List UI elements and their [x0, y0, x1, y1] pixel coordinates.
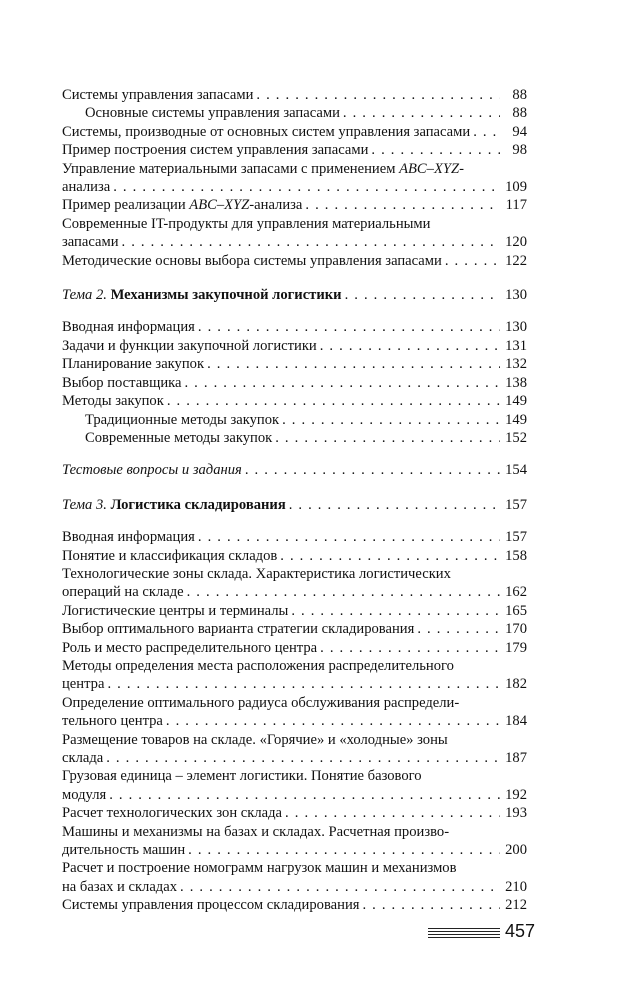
toc-entry-title-line2: тельного центра	[62, 713, 163, 730]
toc-entry-page: 157	[505, 529, 527, 546]
toc-theme-heading	[62, 496, 527, 514]
toc-entry-page: 187	[505, 750, 527, 766]
table-of-contents	[62, 86, 527, 915]
toc-leader-dots	[280, 547, 500, 565]
toc-leader-dots	[445, 252, 500, 270]
toc-entry-page: 184	[505, 713, 527, 730]
toc-entry-page: 170	[505, 621, 527, 638]
toc-entry-page: 117	[505, 197, 527, 214]
toc-entry-page: 130	[505, 319, 527, 336]
toc-entry-title: Пример реализации ABC–XYZ-анализа	[62, 197, 303, 214]
toc-leader-dots	[167, 392, 500, 410]
toc-entry	[62, 337, 527, 355]
toc-entry-page: 109	[505, 179, 527, 196]
toc-leader-dots	[320, 639, 500, 657]
toc-entry-title-line1: Современные IT-продукты для управления материальными	[62, 215, 431, 232]
toc-entry-page: 179	[505, 639, 527, 656]
toc-entry-title-line1: Грузовая единица – элемент логистики. Понятие базового	[62, 768, 422, 785]
theme-title: Механизмы закупочной логистики	[110, 287, 342, 304]
toc-leader-dots	[122, 233, 500, 251]
toc-entry-page: 122	[505, 252, 527, 269]
toc-leader-dots	[305, 196, 500, 214]
toc-leader-dots	[289, 496, 500, 514]
toc-entry	[62, 602, 527, 620]
toc-entry-title: Вводная информация	[62, 319, 195, 336]
toc-entry-title-line2: дительность машин	[62, 842, 186, 859]
toc-entry-page: 200	[505, 842, 527, 859]
toc-entry-title: Вводная информация	[62, 529, 195, 546]
toc-entry-title: Выбор оптимального варианта стратегии складирования	[62, 621, 415, 638]
toc-entry-title-line1: Методы определения места расположения распределительного	[62, 657, 454, 674]
toc-entry-title: Методы закупок	[62, 393, 164, 410]
toc-entry-title: Системы управления запасами	[62, 87, 254, 103]
toc-entry	[62, 823, 527, 860]
toc-entry	[62, 374, 527, 392]
toc-leader-dots	[166, 712, 500, 730]
toc-entry-title: Расчет технологических зон склада	[62, 805, 283, 822]
toc-entry	[62, 355, 527, 373]
toc-entry-page: 154	[505, 462, 527, 479]
toc-leader-dots	[275, 429, 500, 447]
toc-entry-page: 165	[505, 602, 527, 619]
toc-entry-title: Понятие и классификация складов	[62, 547, 278, 564]
toc-leader-dots	[362, 896, 500, 914]
toc-entry	[62, 123, 527, 141]
theme-number: Тема 2.	[62, 287, 107, 304]
toc-entry-page: 149	[505, 393, 527, 410]
toc-entry	[62, 657, 527, 694]
toc-leader-dots	[207, 355, 500, 373]
toc-entry	[62, 620, 527, 638]
toc-entry	[62, 896, 527, 914]
toc-leader-dots	[256, 86, 500, 104]
toc-entry-page: 132	[505, 356, 527, 373]
toc-leader-dots	[198, 318, 500, 336]
toc-leader-dots	[285, 804, 500, 822]
toc-leader-dots	[109, 786, 500, 804]
toc-entry-title-line2: модуля	[62, 786, 107, 803]
toc-entry-title: Методические основы выбора системы управления запасами	[62, 252, 442, 269]
toc-entry-page: 152	[505, 429, 527, 446]
toc-entry-title: Основные системы управления запасами	[85, 105, 340, 122]
toc-entry	[62, 859, 527, 896]
toc-entry-title: Логистические центры и терминалы	[62, 602, 289, 619]
toc-entry-title: Современные методы закупок	[85, 429, 273, 446]
toc-entry-title-line1: Машины и механизмы на базах и складах. Расчетная произво-	[62, 823, 450, 840]
toc-leader-dots	[188, 841, 500, 859]
toc-entry-title: Задачи и функции закупочной логистики	[62, 337, 317, 354]
toc-entry	[62, 411, 527, 429]
toc-entry	[62, 694, 527, 731]
theme-number: Тема 3.	[62, 496, 107, 513]
toc-entry-title: Роль и место распределительного центра	[62, 639, 318, 656]
toc-entry-page: 158	[505, 547, 527, 564]
toc-entry-title-line1: Определение оптимального радиуса обслуживания распредели-	[62, 694, 460, 711]
toc-entry-page: 149	[505, 411, 527, 428]
toc-entry-title-line2: на базах и складах	[62, 878, 178, 895]
toc-entry-page: 182	[505, 676, 527, 693]
page-footer	[428, 921, 536, 942]
toc-entry-title: Традиционные методы закупок	[85, 411, 280, 428]
toc-entry-title-line1: Технологические зоны склада. Характеристика логистических	[62, 565, 451, 582]
toc-entry	[62, 804, 527, 822]
toc-entry	[62, 141, 527, 159]
toc-entry-page: 88	[512, 87, 527, 103]
toc-entry-page: 138	[505, 374, 527, 391]
footer-rule-lines	[428, 928, 500, 940]
toc-leader-dots	[106, 749, 500, 767]
toc-leader-dots	[417, 620, 500, 638]
toc-entry-page: 212	[505, 897, 527, 914]
toc-leader-dots	[113, 178, 500, 196]
toc-entry-title: Системы управления процессом складирования	[62, 897, 360, 914]
toc-entry-title-line1: Расчет и построение номограмм нагрузок машин и механизмов	[62, 860, 457, 877]
page-number: 457	[505, 921, 536, 941]
toc-entry-page: 120	[505, 234, 527, 251]
toc-leader-dots	[245, 461, 500, 479]
toc-entry	[62, 215, 527, 252]
toc-entry	[62, 565, 527, 602]
toc-entry	[62, 461, 527, 479]
toc-entry-title: Выбор поставщика	[62, 374, 182, 391]
toc-entry-title: Планирование закупок	[62, 356, 205, 373]
toc-leader-dots	[198, 528, 500, 546]
theme-title: Логистика складирования	[110, 496, 286, 513]
toc-entry-page: 157	[505, 496, 527, 513]
toc-entry-title: Пример построения систем управления запасами	[62, 142, 369, 159]
toc-entry	[62, 104, 527, 122]
toc-entry	[62, 639, 527, 657]
toc-entry-title-line1: Размещение товаров на складе. «Горячие» и «холодные» зоны	[62, 731, 448, 748]
toc-entry-title-line2: склада	[62, 750, 104, 766]
toc-leader-dots	[371, 141, 500, 159]
toc-entry	[62, 392, 527, 410]
toc-entry-page: 162	[505, 584, 527, 601]
toc-entry	[62, 252, 527, 270]
toc-entry-page: 193	[505, 805, 527, 822]
toc-entry	[62, 86, 527, 104]
toc-entry-page: 94	[512, 123, 527, 140]
toc-leader-dots	[345, 286, 500, 304]
toc-entry	[62, 318, 527, 336]
toc-theme-heading	[62, 286, 527, 304]
toc-leader-dots	[180, 878, 500, 896]
toc-entry-page: 88	[512, 105, 527, 122]
toc-leader-dots	[187, 583, 500, 601]
toc-entry-page: 192	[505, 786, 527, 803]
toc-entry	[62, 731, 527, 768]
toc-leader-dots	[184, 374, 500, 392]
toc-entry-title: Тестовые вопросы и задания	[62, 462, 242, 479]
toc-entry-title: Системы, производные от основных систем управления запасами	[62, 123, 471, 140]
toc-leader-dots	[473, 123, 500, 141]
toc-entry-title-line2: запасами	[62, 234, 119, 251]
toc-leader-dots	[291, 602, 500, 620]
toc-leader-dots	[320, 337, 500, 355]
toc-entry	[62, 767, 527, 804]
toc-entry-page: 98	[512, 142, 527, 159]
toc-entry	[62, 528, 527, 546]
toc-entry-title-line1: Управление материальными запасами с применением ABC–XYZ-	[62, 160, 464, 177]
toc-leader-dots	[343, 104, 500, 122]
toc-entry	[62, 429, 527, 447]
toc-entry	[62, 547, 527, 565]
toc-leader-dots	[282, 411, 500, 429]
toc-entry-page: 131	[505, 337, 527, 354]
toc-entry-title-line2: анализа	[62, 179, 111, 196]
toc-leader-dots	[107, 675, 500, 693]
toc-entry-page: 210	[505, 878, 527, 895]
toc-entry-page: 130	[505, 287, 527, 304]
toc-entry-title-line2: операций на складе	[62, 584, 184, 601]
toc-entry-title-line2: центра	[62, 676, 105, 693]
toc-entry	[62, 160, 527, 197]
toc-entry	[62, 196, 527, 214]
